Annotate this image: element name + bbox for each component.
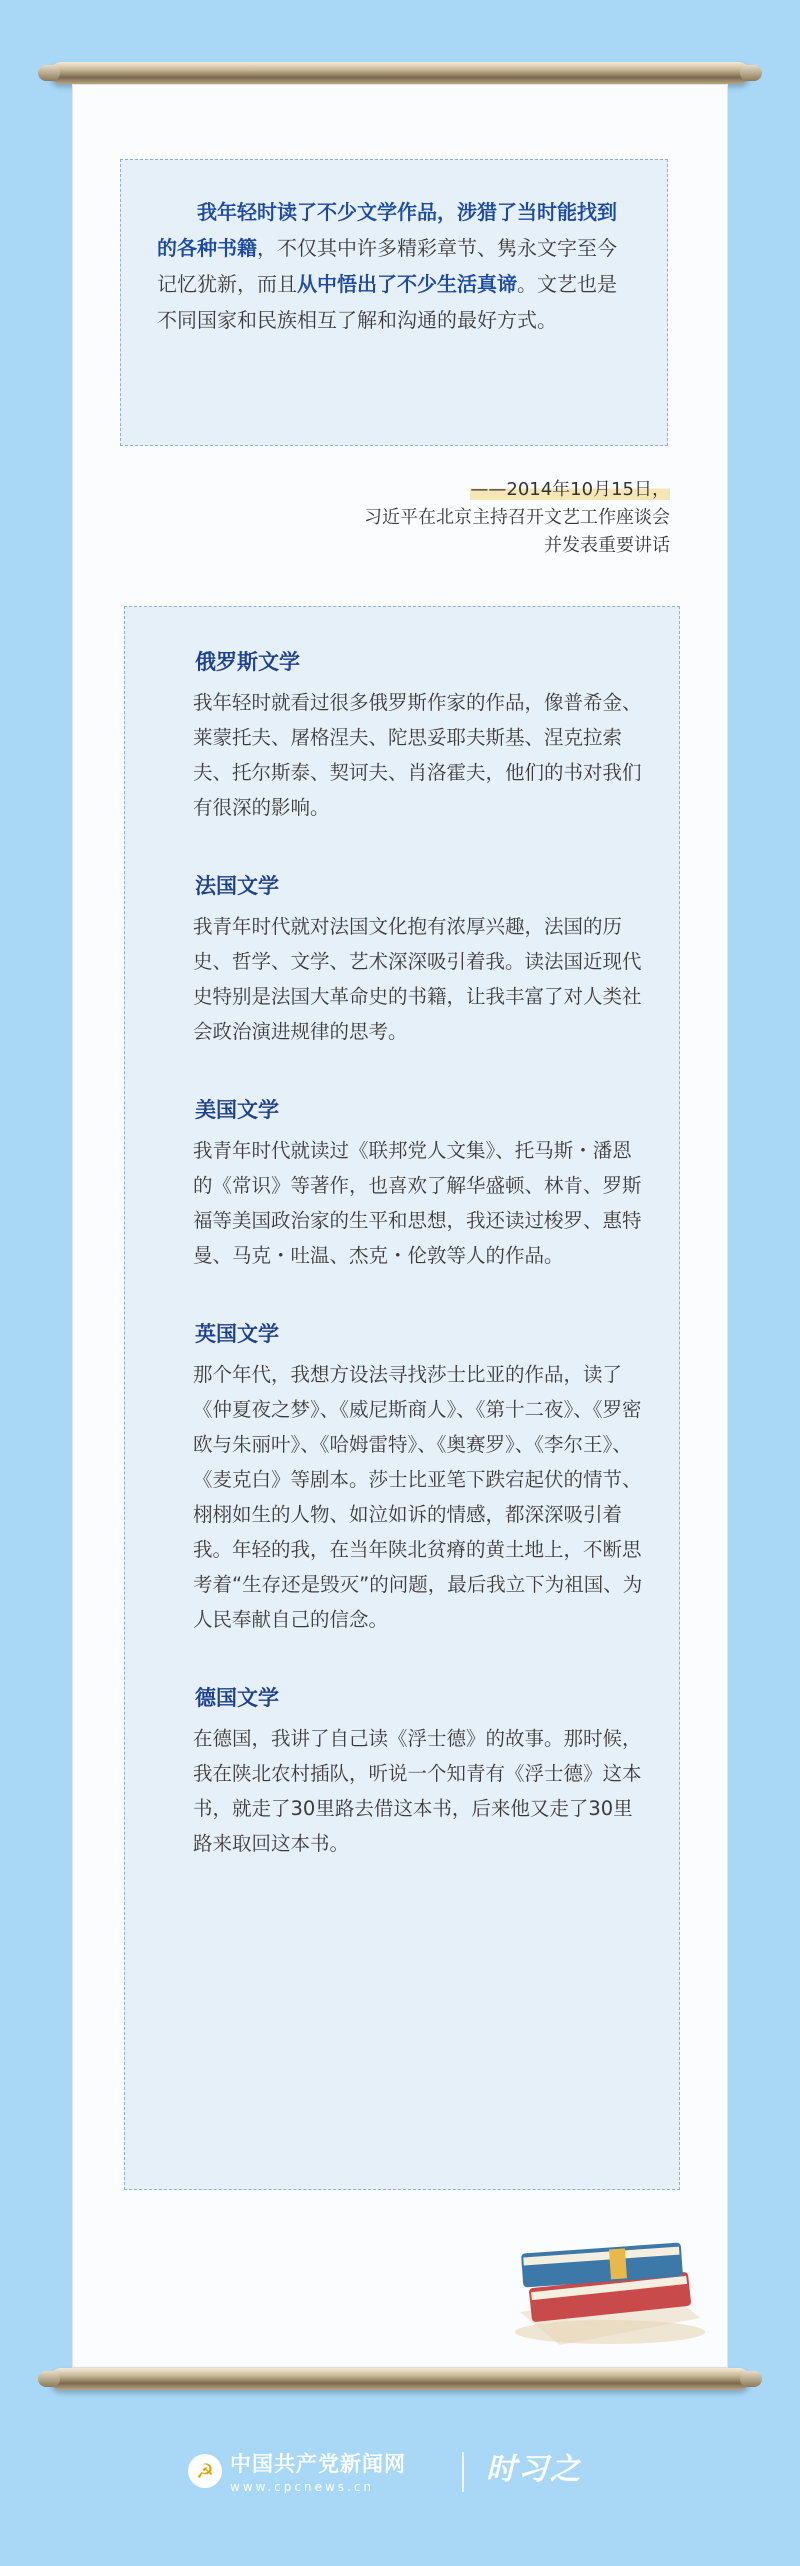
section-text: 我青年时代就读过《联邦党人文集》、托马斯・潘恩的《常识》等著作，也喜欢了解华盛顿、林肯、罗斯福等美国政治家的生平和思想，我还读过梭罗、惠特曼、马克・吐温、杰克・伦敦等人的作品。 [193, 1139, 642, 1267]
quote-emphasis-1: 我年轻时读了不少文学作品，涉猎了当时能找到的各种书籍 [157, 200, 617, 260]
scroll-top-rod [50, 62, 750, 84]
quote-text-2: 。文艺也是不同国家和民族相互了解和沟通的最好方式。 [157, 272, 617, 332]
scroll-bottom-rod [50, 2368, 750, 2390]
cpc-news-logo [188, 2448, 406, 2494]
section-title: 德国文学 [195, 1685, 279, 1710]
quote-paragraph [157, 194, 631, 338]
section-title: 法国文学 [195, 873, 279, 898]
section-russian [195, 647, 643, 825]
section-german [195, 1683, 643, 1861]
literature-box [124, 606, 680, 2190]
section-title: 俄罗斯文学 [195, 649, 300, 674]
footer-divider [462, 2452, 464, 2492]
section-american [195, 1095, 643, 1273]
brand-logo: 时习之 [486, 2452, 582, 2487]
books-illustration [500, 2200, 710, 2350]
section-title: 英国文学 [195, 1321, 279, 1346]
section-text: 我青年时代就对法国文化抱有浓厚兴趣，法国的历史、哲学、文学、艺术深深吸引着我。读法国近现代史特别是法国大革命史的书籍，让我丰富了对人类社会政治演进规律的思考。 [193, 915, 642, 1043]
source-event-cont: 并发表重要讲话 [544, 535, 670, 556]
quote-text-1: ，不仅其中许多精彩章节、隽永文字至今记忆犹新，而且 [157, 236, 617, 296]
section-text: 在德国，我讲了自己读《浮士德》的故事。那时候，我在陕北农村插队，听说一个知青有《浮士德》这本书，就走了30里路去借这本书，后来他又走了30里路来取回这本书。 [193, 1727, 642, 1855]
org-url: www.cpcnews.cn [230, 2480, 375, 2494]
source-event: 习近平在北京主持召开文艺工作座谈会 [364, 507, 670, 528]
source-date: ——2014年10月15日， [470, 479, 670, 500]
quote-source [364, 476, 670, 560]
section-text: 我年轻时就看过很多俄罗斯作家的作品，像普希金、莱蒙托夫、屠格涅夫、陀思妥耶夫斯基、涅克拉索夫、托尔斯泰、契诃夫、肖洛霍夫，他们的书对我们有很深的影响。 [193, 691, 642, 819]
section-text: 那个年代，我想方设法寻找莎士比亚的作品，读了《仲夏夜之梦》、《威尼斯商人》、《第十二夜》、《罗密欧与朱丽叶》、《哈姆雷特》、《奥赛罗》、《李尔王》、《麦克白》等剧本。莎士比亚笔下跌宕起伏的情节、栩栩如生的人物、如泣如诉的情感，都深深吸引着我。年轻的我，在当年陕北贫瘠的黄土地上，不断思考着“生存还是毁灭”的问题，最后我立下为祖国、为人民奉献自己的信念。 [193, 1363, 643, 1631]
quote-box [120, 159, 668, 446]
party-emblem-icon: ☭ [188, 2454, 222, 2488]
section-english [195, 1319, 643, 1637]
quote-emphasis-2: 从中悟出了不少生活真谛 [297, 272, 517, 296]
section-french [195, 871, 643, 1049]
org-name: 中国共产党新闻网 [230, 2452, 406, 2476]
section-title: 美国文学 [195, 1097, 279, 1122]
